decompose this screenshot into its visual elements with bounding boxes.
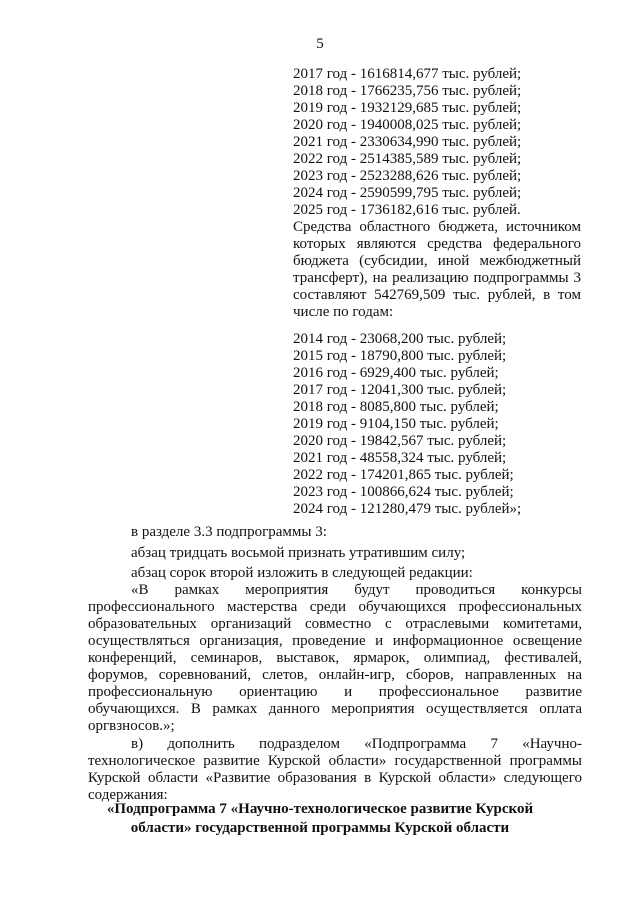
year-funding-line: 2018 год - 8085,800 тыс. рублей; bbox=[293, 399, 499, 415]
year-funding-line: 2016 год - 6929,400 тыс. рублей; bbox=[293, 365, 499, 381]
paragraph-line: содержания: bbox=[88, 787, 168, 803]
year-funding-line: 2017 год - 12041,300 тыс. рублей; bbox=[293, 382, 507, 398]
year-funding-line: 2024 год - 121280,479 тыс. рублей»; bbox=[293, 501, 522, 517]
year-funding-line: 2018 год - 1766235,756 тыс. рублей; bbox=[293, 83, 522, 99]
year-funding-line: 2022 год - 174201,865 тыс. рублей; bbox=[293, 467, 514, 483]
year-funding-line: 2017 год - 1616814,677 тыс. рублей; bbox=[293, 66, 522, 82]
paragraph-line: профессионального мастерства среди обучающихся профессиональных bbox=[88, 599, 582, 615]
oblast-budget-paragraph: Средства областного бюджета, источником которых являются средства федерального бюджета (субсидии, иной межбюджетный трансферт), на реализацию подпрограммы 3 составляют 542769,509 тыс. рублей, в том числе по годам: bbox=[293, 219, 581, 320]
item-v-paragraph bbox=[88, 736, 582, 804]
funding-list-federal bbox=[293, 331, 593, 518]
year-funding-line: 2021 год - 48558,324 тыс. рублей; bbox=[293, 450, 507, 466]
year-funding-line: 2022 год - 2514385,589 тыс. рублей; bbox=[293, 151, 522, 167]
year-funding-line: 2020 год - 19842,567 тыс. рублей; bbox=[293, 433, 507, 449]
funding-list-total bbox=[293, 66, 593, 219]
paragraph-line: конференций, семинаров, выставок, ярмарок, олимпиад, фестивалей, bbox=[88, 650, 582, 666]
instruction-section: в разделе 3.3 подпрограммы 3: bbox=[131, 524, 327, 540]
year-funding-line: 2023 год - 2523288,626 тыс. рублей; bbox=[293, 168, 522, 184]
year-funding-line: 2020 год - 1940008,025 тыс. рублей; bbox=[293, 117, 522, 133]
paragraph-line: осуществляться организация, проведение и информационное освещение bbox=[88, 633, 582, 649]
year-funding-line: 2021 год - 2330634,990 тыс. рублей; bbox=[293, 134, 522, 150]
heading-line: области» государственной программы Курской области bbox=[130, 820, 510, 836]
paragraph-line: обучающихся. В рамках данного мероприятия осуществляется оплата bbox=[88, 701, 582, 717]
paragraph-line: Курской области «Развитие образования в Курской области» следующего bbox=[88, 770, 582, 786]
subprogram-heading bbox=[60, 800, 580, 838]
paragraph-line: «В рамках мероприятия будут проводиться конкурсы bbox=[131, 582, 582, 598]
heading-line: «Подпрограмма 7 «Научно-технологическое развитие Курской bbox=[106, 801, 534, 817]
quoted-paragraph bbox=[88, 582, 582, 735]
year-funding-line: 2015 год - 18790,800 тыс. рублей; bbox=[293, 348, 507, 364]
year-funding-line: 2019 год - 9104,150 тыс. рублей; bbox=[293, 416, 499, 432]
paragraph-line: оргвзносов.»; bbox=[88, 718, 175, 734]
year-funding-line: 2014 год - 23068,200 тыс. рублей; bbox=[293, 331, 507, 347]
instruction-abzac-38: абзац тридцать восьмой признать утратившим силу; bbox=[131, 545, 466, 561]
paragraph-line: образовательных организаций совместно с отраслевыми комитетами, bbox=[88, 616, 582, 632]
page-number: 5 bbox=[316, 36, 324, 52]
paragraph-line: технологическое развитие Курской области» государственной программы bbox=[88, 753, 582, 769]
paragraph-line: в) дополнить подразделом «Подпрограмма 7 «Научно- bbox=[131, 736, 582, 752]
year-funding-line: 2025 год - 1736182,616 тыс. рублей. bbox=[293, 202, 521, 218]
year-funding-line: 2023 год - 100866,624 тыс. рублей; bbox=[293, 484, 514, 500]
year-funding-line: 2019 год - 1932129,685 тыс. рублей; bbox=[293, 100, 522, 116]
year-funding-line: 2024 год - 2590599,795 тыс. рублей; bbox=[293, 185, 522, 201]
paragraph-line: профессиональную ориентацию и профессиональное развитие bbox=[88, 684, 582, 700]
instruction-abzac-42: абзац сорок второй изложить в следующей редакции: bbox=[131, 565, 473, 581]
paragraph-line: форумов, соревнований, слетов, онлайн-игр, сборов, направленных на bbox=[88, 667, 582, 683]
